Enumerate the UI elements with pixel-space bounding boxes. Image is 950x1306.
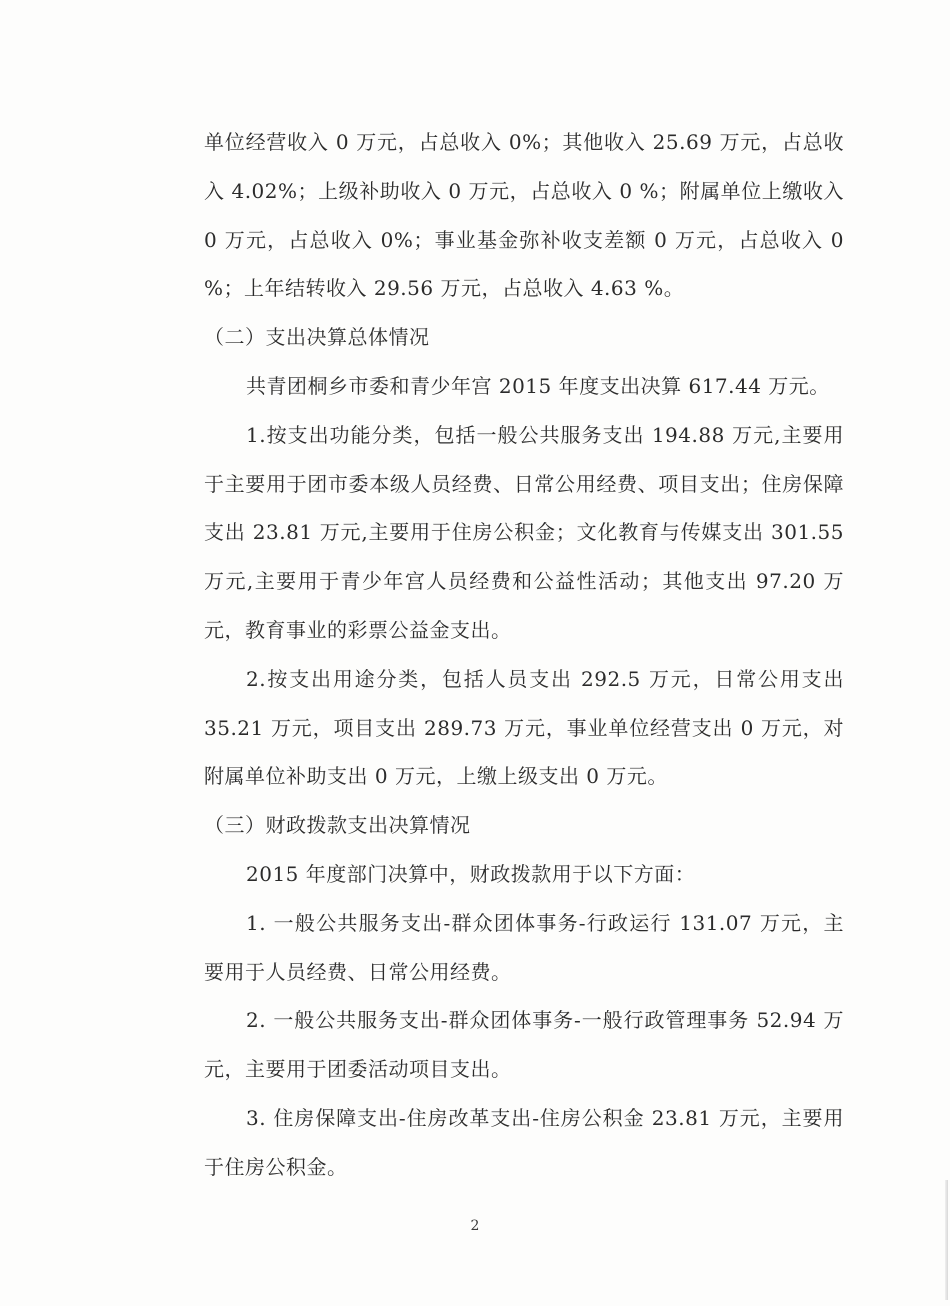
paragraph-income-breakdown: 单位经营收入 0 万元，占总收入 0%；其他收入 25.69 万元，占总收入 4.02%；上级补助收入 0 万元，占总收入 0 %；附属单位上缴收入 0 万元，占总收入 0%；事业基金弥补收支差额 0 万元，占总收入 0 %；上年结转收入 29.56 万元，占总收入 4.63 %。	[204, 130, 844, 301]
page-number: 2	[470, 1218, 480, 1234]
paragraph-fiscal-item-3: 3. 住房保障支出-住房改革支出-住房公积金 23.81 万元，主要用于住房公积金。	[204, 1105, 844, 1179]
section-heading-expenditure-overview: （二）支出决算总体情况	[204, 325, 430, 350]
paragraph-total-expenditure: 共青团桐乡市委和青少年宫 2015 年度支出决算 617.44 万元。	[246, 373, 830, 398]
document-body	[204, 118, 844, 1192]
section-heading-fiscal-appropriation: （三）财政拨款支出决算情况	[204, 813, 471, 838]
paragraph-fiscal-intro: 2015 年度部门决算中，财政拨款用于以下方面：	[246, 861, 696, 886]
scan-edge-shadow	[945, 1180, 948, 1300]
paragraph-fiscal-item-1: 1. 一般公共服务支出-群众团体事务-行政运行 131.07 万元，主要用于人员经费、日常公用经费。	[204, 910, 844, 984]
paragraph-fiscal-item-2: 2. 一般公共服务支出-群众团体事务-一般行政管理事务 52.94 万元，主要用于团委活动项目支出。	[204, 1008, 844, 1082]
paragraph-expenditure-by-use: 2.按支出用途分类，包括人员支出 292.5 万元，日常公用支出 35.21 万元，项目支出 289.73 万元，事业单位经营支出 0 万元，对附属单位补助支出 0 万元，上缴上级支出 0 万元。	[204, 666, 844, 789]
paragraph-expenditure-by-function: 1.按支出功能分类，包括一般公共服务支出 194.88 万元,主要用于主要用于团市委本级人员经费、日常公用经费、项目支出；住房保障支出 23.81 万元,主要用于住房公积金；文化教育与传媒支出 301.55 万元,主要用于青少年宫人员经费和公益性活动；其他支出 97.20 万元，教育事业的彩票公益金支出。	[204, 422, 844, 642]
